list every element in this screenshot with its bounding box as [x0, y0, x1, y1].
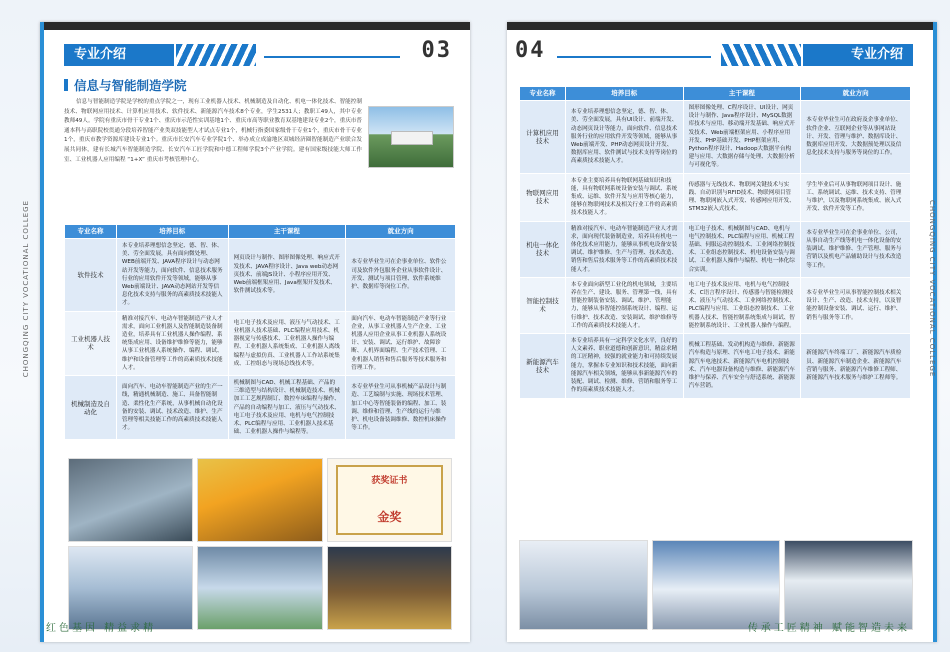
- top-bar: [44, 22, 470, 30]
- training-goal: 本专业培养具有一定科学文化水平，良好的人文素养、职业道德和创新意识，精益求精的工匠精神，较强的就业能力和可持续发展能力，掌握本专业知识和技术技能，面向新能源汽车相关领域，能够从事新能源汽车的装配、调试、检测、维修、营销和服务等工作的高素质技术技能人才。: [565, 334, 683, 398]
- career-direction: 本专业毕业生可从事智能控制技术相关设计、生产、改造、技术支持，以及智能控制设备安装、调试、运行、维护、销售与服务等工作。: [801, 277, 911, 333]
- right-page: [507, 22, 937, 642]
- training-goal: 精准对接汽车、电动车智能制造产业人才需求，面向现代装备制造业，培养具有机电一体化技术应用能力，能够从事机电设备安装调试、维护维修、生产与管理、技术改造、销售和售后技术服务等工作的高素质技术技能人才。: [565, 221, 683, 277]
- career-direction: 面向汽车、电动车智能制造产业等行业企业，从事工业机器人生产企业、工业机器人应用企业从事工业机器人系统设计、安装、调试、运行维护、故障诊断、人机界面编程、生产技术管理、工业机器人销售和售后服务等技术服务和管理工作。: [346, 311, 456, 375]
- table-row: [65, 376, 456, 440]
- side-text-right: CHONGQING CITY VOCATIONAL COLLEGE: [928, 200, 936, 378]
- page-number: 03: [421, 38, 452, 63]
- column-header: 培养目标: [565, 87, 683, 101]
- table-row: [65, 311, 456, 375]
- major-name: 物联网应用技术: [520, 173, 566, 221]
- page-banner: 专业介绍: [803, 44, 913, 66]
- page-number: 04: [515, 38, 546, 63]
- career-direction: 本专业毕业生可在企事业单位、公司，从事自动生产线等机电一体化设备的安装调试、维护维修、生产管理、服务与营销以及机电产品辅助设计与技术改造等工作。: [801, 221, 911, 277]
- training-room-photo: [68, 546, 193, 630]
- banner-stripes: [176, 44, 256, 66]
- robot-line-photo: [197, 458, 322, 542]
- major-name: 工业机器人技术: [65, 311, 117, 375]
- certificate: [336, 465, 443, 535]
- training-goal: 本专业面向新型工业化的机电领域，主要培养在生产、建设、服务、管理第一线，具有智能控制装备安装、调试、维护、管理能力，能够从事智能控制系统设计、编程、运行维护、技术改造、安装调试、维护维修等工作的高素质技术技能人才。: [565, 277, 683, 333]
- core-courses: 传感器与无线技术、物联网关键技术与实践、自动识别与RFID技术、物联网项目管理、物联网嵌入式开发、传感网应用开发、STM32嵌入式技术。: [683, 173, 801, 221]
- major-name: 软件技术: [65, 239, 117, 312]
- banner-stripes: [721, 44, 801, 66]
- header-rule: [557, 56, 711, 58]
- major-name: 新能源汽车技术: [520, 334, 566, 398]
- certificate-award: 金奖: [377, 510, 402, 524]
- core-courses: 图形图像处理、C程序设计、UI设计、网页设计与制作、Java程序设计、MySQL数据库技术与应用、移动端开发基础、响应式开发技术、Web前端框架应用、小程序应用开发、PHP基础开发、PHP框架应用、Python程序设计、Hadoop大数据平台构建与应用、大数据存储与处理、大数据分析与可视化等。: [683, 101, 801, 174]
- core-courses: 电工电子技术及应用、电机与电气控制技术、C语言程序设计、传感器与智能检测技术、液压与气动技术、工业网络控制技术、PLC编程与应用、工业组态控制技术、工业机器人技术、智能控制系统集成与调试、智能控制系统设计、工业机器人操作与编程。: [683, 277, 801, 333]
- career-direction: 本专业毕业生可在政府及企事业单位、软件企业、互联网企业等从事网站设计、开发、管理与维护、数据库设计、数据库应用开发、大数据预处理以及信息化技术支持与服务等岗位的工作。: [801, 101, 911, 174]
- table-row: [520, 277, 911, 333]
- header-rule: [264, 56, 400, 58]
- section-title: 信息与智能制造学院: [64, 76, 187, 94]
- career-direction: 学生毕业后可从事物联网项目设计、施工、系统调试、运维、技术支持、管理与维护，以及物联网系统集成、嵌入式开发、软件开发等工作。: [801, 173, 911, 221]
- major-name: 计算机应用技术: [520, 101, 566, 174]
- major-name: 机电一体化技术: [520, 221, 566, 277]
- career-direction: 新能源汽车终端工厂、新能源汽车质检员、新能源汽车制造企业、新能源汽车营销与服务、新能源汽车维修工程师、新能源汽车技术服务与维护工程师等。: [801, 334, 911, 398]
- table-header-row: [65, 225, 456, 239]
- table-row: [520, 221, 911, 277]
- training-goal: 面向汽车、电动车智能制造产业的生产一线，精通机械制造、施工、具备智能制造、柔性化生产系统，从事机械自动化设备的安装、调试、技术改造、维护、生产管理等相关技能工作的高素质技术技能人才。: [116, 376, 228, 440]
- curriculum-table: [519, 86, 911, 399]
- equipment-lab-photo: [519, 540, 648, 630]
- column-header: 就业方向: [346, 225, 456, 239]
- table-header-row: [520, 87, 911, 101]
- top-bar: [507, 22, 933, 30]
- intro-text: 信息与智能制造学院是学校的重点学院之一，现有工业机器人技术、机械制造及自动化、机电一体化技术、智能控制技术、物联网应用技术、计算机应用技术、软件技术、新能源汽车技术8个专业，学生2531人；教职工49人，其中专业教师49人。学院有重庆市骨干专业1个、重庆市示范性实训基地1个、重庆市高等职业教育双基地建设专业2个，重庆市普通本科与高职院校贯通分段培养智能产业类双技能型人才试点专业1个，机械行指委国家级骨干专业1个，重庆市骨干专业1个，重庆市教学资源库建设专业1个。重庆市长安汽车专业学院1个、举办成立成渝地区双城经济圈智能制造产业联合发展共同体，建有长城汽车智能制造学院、长安汽车工匠学院和中德工程师学院3个产业学院。建有国家级技能大师工作室、工业机器人应用编程 “1+X” 重庆市考核管理中心。: [64, 99, 362, 163]
- campus-photo: [368, 106, 454, 168]
- calligraphy-left: 红色基因 精益求精: [46, 623, 157, 634]
- core-courses: 网页设计与制作、图形图像处理、响应式开发技术、JAVA程序设计、Java web动态网页技术、前端JS设计、小程序应用开发、Web前端框架应用、Java框架开发技术、软件测试技术等。: [228, 239, 346, 312]
- left-page: [40, 22, 470, 642]
- column-header: 专业名称: [65, 225, 117, 239]
- column-header: 主干课程: [683, 87, 801, 101]
- career-direction: 本专业毕业生可在企事业单位、软件公司及软件外包服务企业从事软件设计、开发、测试与项目管理、软件系统维护、数据库等岗位工作。: [346, 239, 456, 312]
- intro-paragraph: [64, 98, 454, 218]
- award-certificate-photo: [327, 458, 452, 542]
- table-row: [65, 239, 456, 312]
- certificate-title: 获奖证书: [371, 476, 408, 486]
- table-row: [520, 173, 911, 221]
- team-group-photo: [652, 540, 781, 630]
- table-row: [520, 334, 911, 398]
- core-courses: 机械工程基础、发动机构造与维修、新能源汽车构造与原理、汽车电工电子技术、新能源汽车电池技术、新能源汽车电机控制技术、汽车电器设备构造与维修、新能源汽车维护与保养、汽车安全与舒适系统、新能源汽车营销。: [683, 334, 801, 398]
- training-hall-photo: [784, 540, 913, 630]
- column-header: 就业方向: [801, 87, 911, 101]
- career-direction: 本专业毕业生可从事机械产品设计与制造、工艺编制与实施、现场技术管理、加工中心等智能装备的编程、加工、装调、维修和管理、生产线的运行与维护、机电设备装调维修、数控机床操作等工作。: [346, 376, 456, 440]
- core-courses: 电工电子技术及应用、液压与气动技术、工业机器人技术基础、PLC编程应用技术、机器视觉与传感技术、工业机器人操作与编程、工业机器人系统集成、工业机器人离线编程与虚拟仿真、工业机器人工作站系统集成、工控组态与现场总线技术等。: [228, 311, 346, 375]
- curriculum-table: [64, 224, 456, 440]
- core-courses: 电工电子技术、机械制图与CAD、电机与电气控制技术、PLC编程与应用、机械工程基础、伺服运动控制技术、工业网络控制技术、工业组态控制技术、机电设备安装与调试、工业机器人操作与编程、机电一体化综合实训。: [683, 221, 801, 277]
- production-model-photo: [197, 546, 322, 630]
- robot-workstation-photo: [327, 546, 452, 630]
- core-courses: 机械制图与CAD、机械工程基础、产品的三维造型与结构设计、机械制造技术、机械加工工艺规程制订、数控车床编程与操作、产品的自动编程与加工、液压与气动技术、电工电子技术及应用、电机与电气控制技术、PLC编程与应用、工业机器人技术基础、工业机器人操作与编程等。: [228, 376, 346, 440]
- side-text-left: CHONGQING CITY VOCATIONAL COLLEGE: [22, 200, 30, 378]
- students-lab-photo: [68, 458, 193, 542]
- table-row: [520, 101, 911, 174]
- training-goal: 精准对接汽车、电动车智能制造产业人才需求，面向工业机器人及智能制造装备制造业，培养具有工业机器人操作编程、系统集成应用、设备维护维修等能力，能够从事工业机器人系统操作、编程、调试、维护和设备管理等工作的高素质技术技能人才。: [116, 311, 228, 375]
- training-goal: 本专业培养理想信念坚定，德、智、体、美、劳全面发展，具有UI设计、前端开发、动态网页设计等能力，面向软件、信息技术服务行业的应用软件开发等领域，能够从事Web前端开发、PHP动态网页设计开发、数据库应用、软件测试与技术支持等岗位的高素质技术技能人才。: [565, 101, 683, 174]
- page-banner: 专业介绍: [64, 44, 174, 66]
- column-header: 主干课程: [228, 225, 346, 239]
- column-header: 专业名称: [520, 87, 566, 101]
- calligraphy-right: 传承工匠精神 赋能智造未来: [747, 623, 910, 634]
- photo-grid: [519, 540, 913, 630]
- column-header: 培养目标: [116, 225, 228, 239]
- training-goal: 本专业主要培养具有物联网基础知识和技能，具有物联网系统设备安装与调试、系统集成、运维、软件开发与应用等核心能力，能够在物联网技术及相关行业工作的高素质技术技能人才。: [565, 173, 683, 221]
- photo-grid: [68, 458, 452, 630]
- major-name: 智能控制技术: [520, 277, 566, 333]
- training-goal: 本专业培养理想信念坚定、德、智、体、美、劳全面发展，具有面向微处理、WEB前端开发、JAVA程序设计与动态网站开发等能力，面向软件、信息技术服务行业的应用软件开发等领域，能够从事Web前端设计、JAVA动态网站开发等信息化技术支持与服务的高素质技术技能人才。: [116, 239, 228, 312]
- major-name: 机械制造及自动化: [65, 376, 117, 440]
